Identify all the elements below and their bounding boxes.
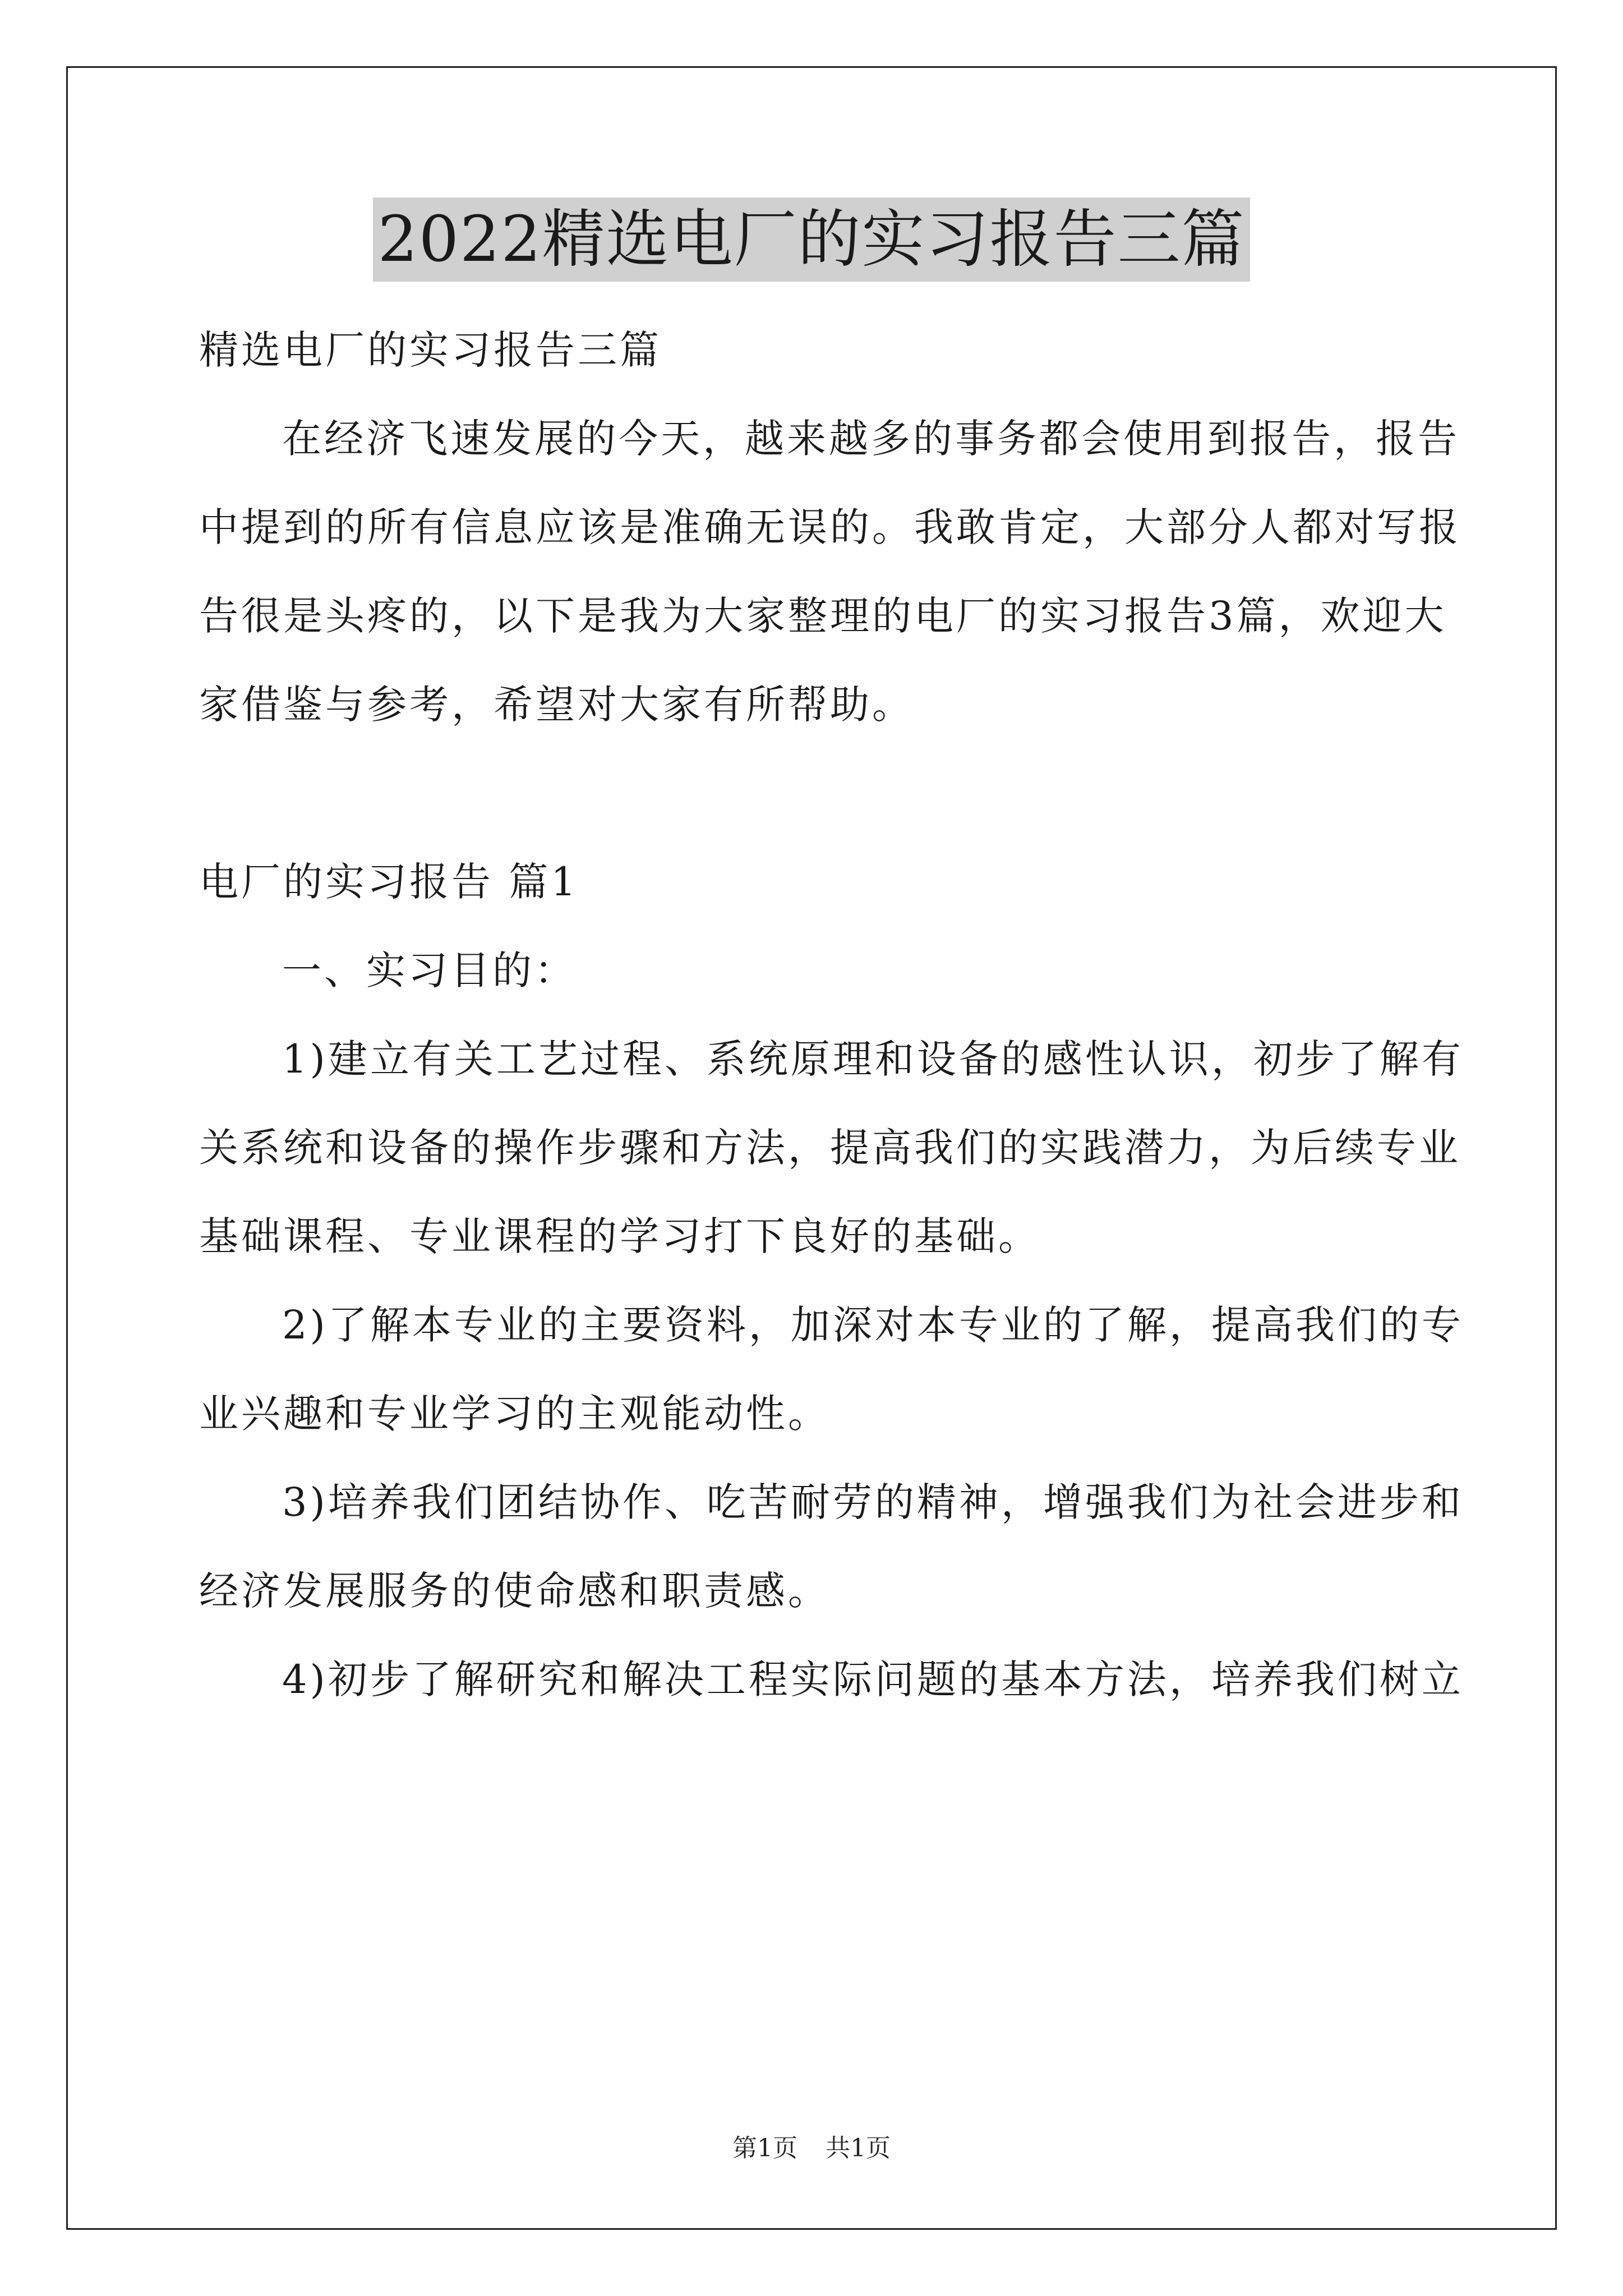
item4-line: 4)初步了解研究和解决工程实际问题的基本方法，培养我们树立 [282, 1657, 1464, 1703]
item1-line: 关系统和设备的操作步骤和方法，提高我们的实践潜力，为后续专业 [199, 1125, 1461, 1171]
intro-line: 告很是头疼的，以下是我为大家整理的电厂的实习报告3篇，欢迎大 [199, 593, 1447, 639]
page-number: 第1页 [732, 2134, 797, 2162]
page-footer [0, 2132, 1623, 2165]
document-title: 2022精选电厂的实习报告三篇 [373, 197, 1249, 282]
intro-line: 中提到的所有信息应该是准确无误的。我敢肯定，大部分人都对写报 [199, 504, 1461, 550]
item3-line: 经济发展服务的使命感和职责感。 [199, 1568, 830, 1614]
paragraph-gap [199, 749, 1427, 838]
item3-line: 3)培养我们团结协作、吃苦耐劳的精神，增强我们为社会进步和 [282, 1479, 1464, 1525]
section-heading: 电厂的实习报告 篇1 [199, 859, 579, 905]
title-area [0, 197, 1623, 282]
item1-line: 基础课程、专业课程的学习打下良好的基础。 [199, 1213, 1040, 1259]
purpose-heading: 一、实习目的： [282, 947, 577, 993]
intro-line: 家借鉴与参考，希望对大家有所帮助。 [199, 682, 914, 728]
item1-line: 1)建立有关工艺过程、系统原理和设备的感性认识，初步了解有 [282, 1036, 1464, 1082]
page-total: 共1页 [826, 2134, 891, 2162]
document-body [199, 306, 1464, 1724]
intro-line: 在经济飞速发展的今天，越来越多的事务都会使用到报告，报告 [282, 416, 1460, 462]
item2-line: 2)了解本专业的主要资料，加深对本专业的了解，提高我们的专 [282, 1302, 1464, 1348]
item2-line: 业兴趣和专业学习的主观能动性。 [199, 1391, 830, 1437]
subtitle: 精选电厂的实习报告三篇 [199, 327, 662, 373]
